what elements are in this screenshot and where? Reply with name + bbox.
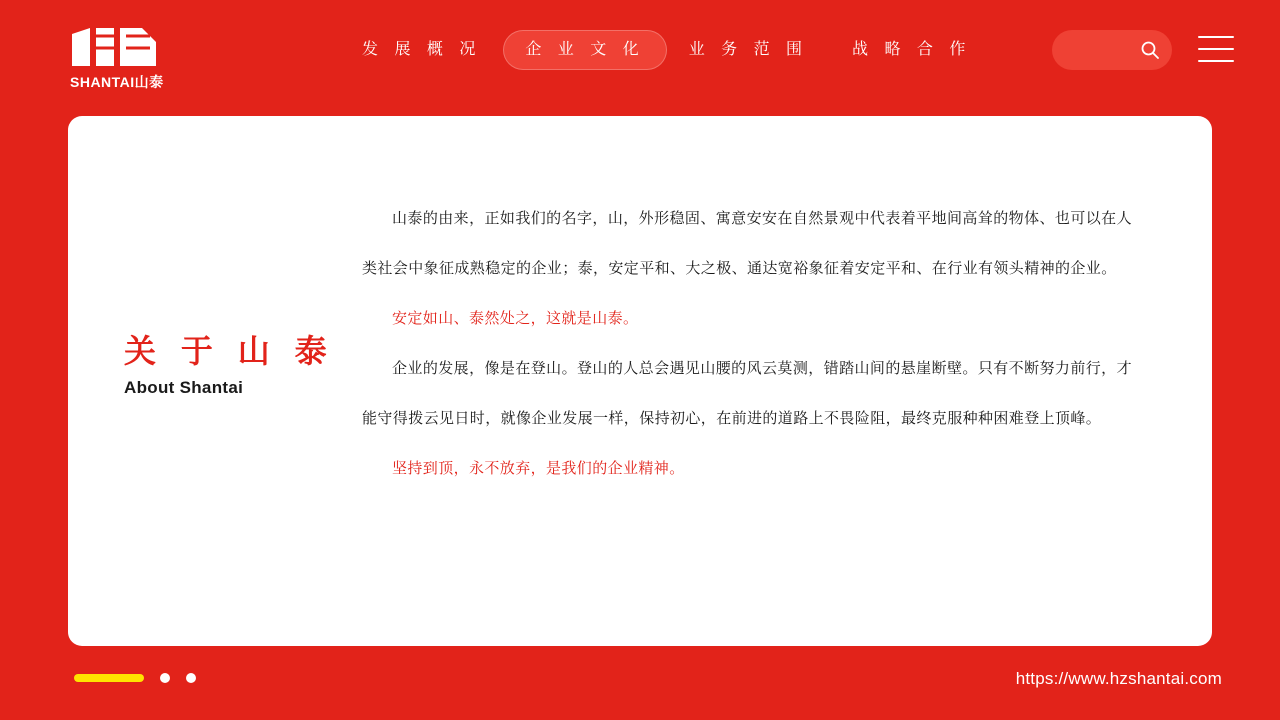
nav-item-business[interactable]: 业 务 范 围 (688, 41, 809, 58)
main-navigation (340, 30, 993, 70)
search-icon (1140, 40, 1160, 60)
brand-logo[interactable] (70, 26, 170, 92)
mountain-logo-icon (70, 26, 170, 68)
nav-item-culture[interactable]: 企 业 文 化 (503, 30, 666, 70)
paragraph-growth: 企业的发展，像是在登山。登山的人总会遇见山腰的风云莫测，错踏山间的悬崖断壁。只有不断努力前行，才能守得拨云见日时，就像企业发展一样，保持初心，在前进的道路上不畏险阻，最终克服种种困难登上顶峰。 (362, 360, 1132, 427)
nav-item-development[interactable]: 发 展 概 况 (362, 41, 482, 58)
site-header (0, 0, 1280, 100)
site-url[interactable]: https://www.hzshantai.com (1015, 669, 1222, 688)
section-title-block (124, 330, 384, 398)
carousel-dot-3[interactable] (186, 673, 196, 683)
paragraph-slogan-two: 坚持到顶，永不放弃，是我们的企业精神。 (392, 460, 685, 477)
search-button[interactable] (1052, 30, 1172, 70)
paragraph-origin: 山泰的由来，正如我们的名字，山，外形稳固、寓意安安在自然景观中代表着平地间高耸的物体、也可以在人类社会中象征成熟稳定的企业；泰，安定平和、大之极、通达宽裕象征着安定平和、在行业有领头精神的企业。 (362, 210, 1132, 277)
hamburger-bar-1 (1198, 36, 1234, 38)
hamburger-bar-2 (1198, 48, 1234, 50)
hamburger-bar-3 (1198, 60, 1234, 62)
content-card (68, 116, 1212, 646)
carousel-dot-1-active[interactable] (74, 674, 144, 682)
carousel-pagination (74, 673, 196, 683)
nav-item-cooperation[interactable]: 战 略 合 作 (852, 41, 972, 58)
page-subtitle: About Shantai (124, 378, 244, 397)
paragraph-slogan-one: 安定如山、泰然处之，这就是山泰。 (392, 310, 639, 327)
brand-logo-text: SHANTAI山泰 (70, 74, 164, 90)
hamburger-menu-icon[interactable] (1198, 36, 1234, 62)
carousel-dot-2[interactable] (160, 673, 170, 683)
page-title: 关 于 山 泰 (124, 333, 335, 369)
section-body (362, 194, 1132, 494)
